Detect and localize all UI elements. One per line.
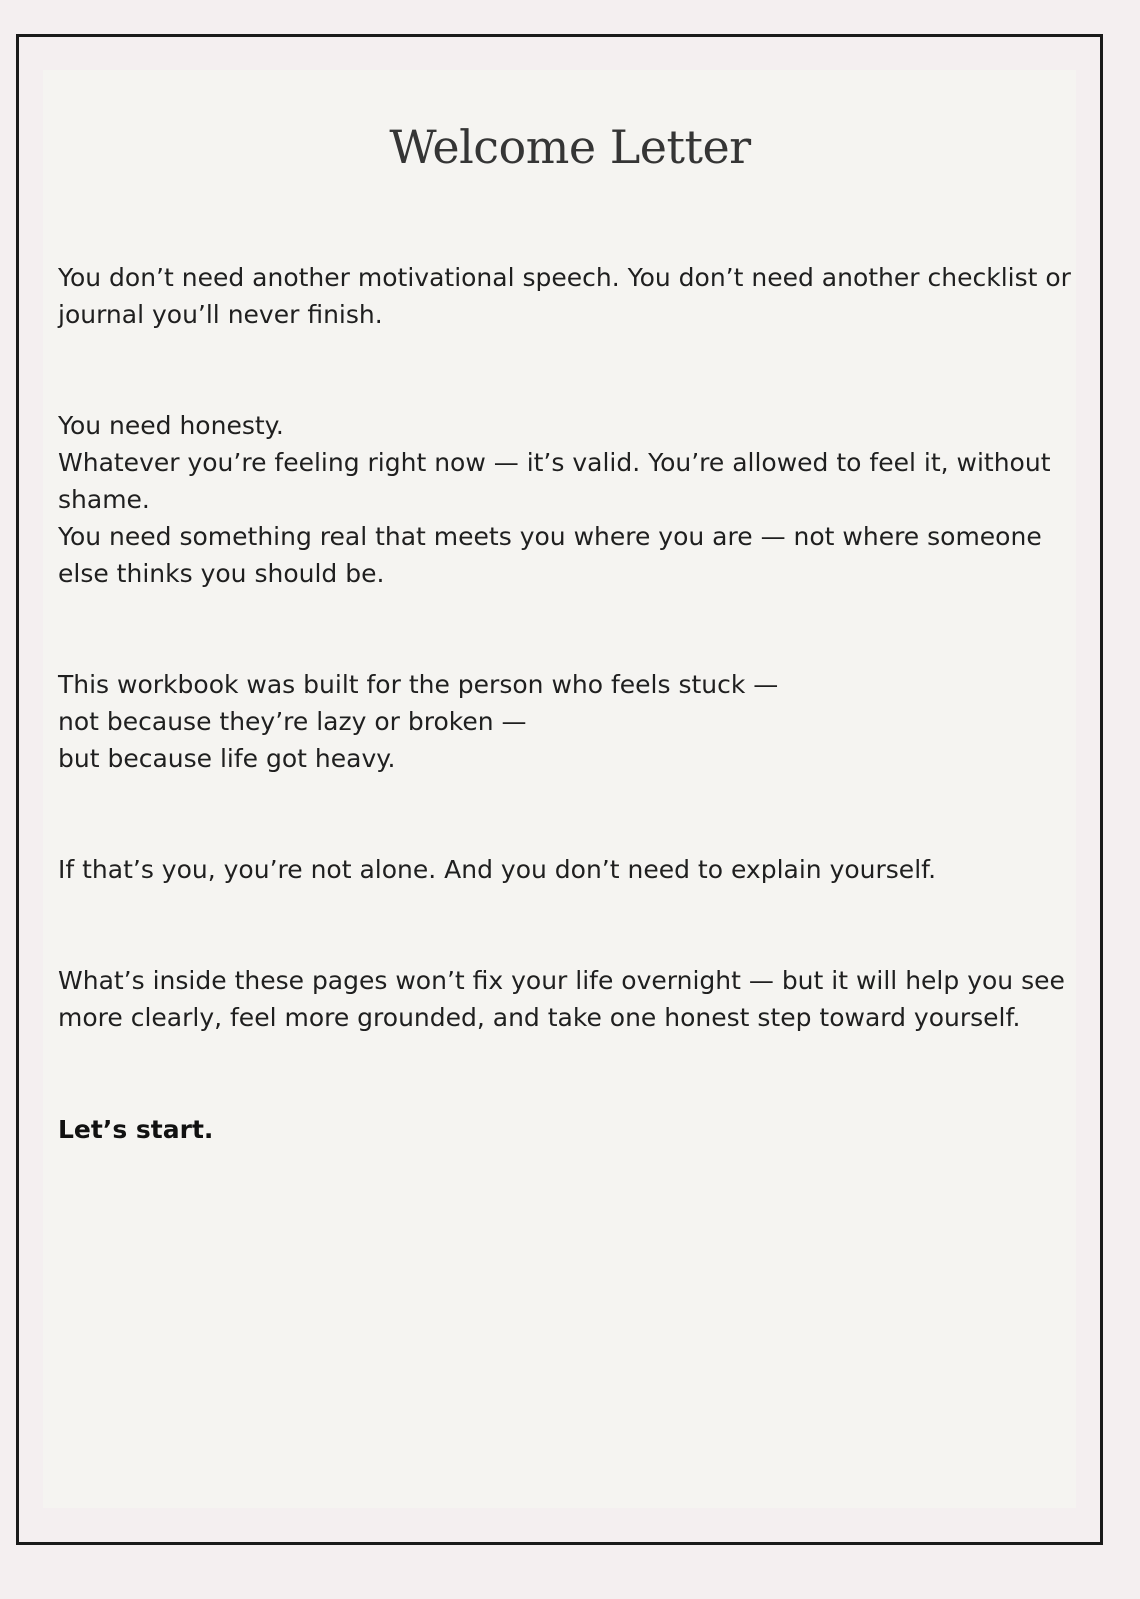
paragraph-2 <box>58 407 1068 592</box>
paragraph-line: You don’t need another motivational speech. You don’t need another checklist or <box>58 263 1071 292</box>
paragraph-line: What’s inside these pages won’t fix your life overnight — but it will help you see <box>58 966 1065 995</box>
paragraph-line: but because life got heavy. <box>58 744 396 773</box>
paragraph-line: You need honesty. <box>58 411 284 440</box>
paragraph-line: If that’s you, you’re not alone. And you don’t need to explain yourself. <box>58 855 937 884</box>
paragraph-line: not because they’re lazy or broken — <box>58 707 527 736</box>
paragraph-line: more clearly, feel more grounded, and take one honest step toward yourself. <box>58 1003 1021 1032</box>
paragraph-line: You need something real that meets you where you are — not where someone <box>58 522 1042 551</box>
paragraph-3 <box>58 666 1068 777</box>
paragraph-5 <box>58 962 1068 1036</box>
letter-title: Welcome Letter <box>389 120 751 174</box>
paragraph-1 <box>58 259 1071 333</box>
paragraph-line: else thinks you should be. <box>58 559 385 588</box>
paragraph-4 <box>58 851 1068 888</box>
paragraph-line: shame. <box>58 485 150 514</box>
closing-line: Let’s start. <box>58 1115 214 1144</box>
paragraph-line: Whatever you’re feeling right now — it’s valid. You’re allowed to feel it, without <box>58 448 1051 477</box>
paragraph-line: This workbook was built for the person who feels stuck — <box>58 670 779 699</box>
paragraph-line: journal you’ll never finish. <box>58 300 383 329</box>
